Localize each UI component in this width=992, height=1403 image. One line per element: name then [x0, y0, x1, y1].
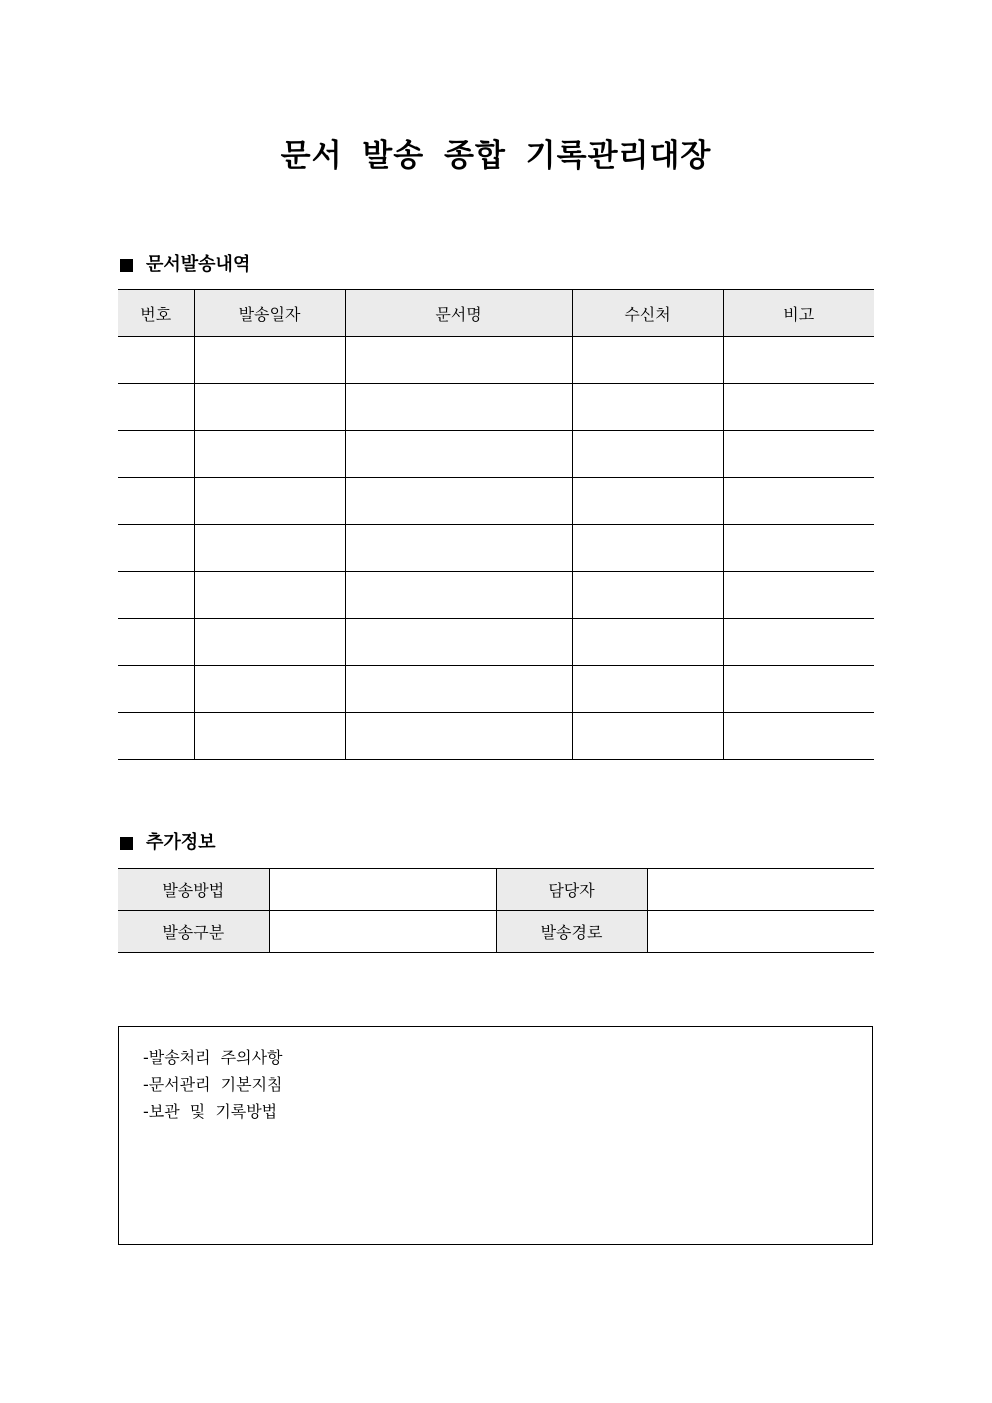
table-cell[interactable]	[118, 384, 194, 431]
table-cell[interactable]	[118, 572, 194, 619]
records-table	[118, 289, 874, 760]
black-square-icon	[120, 259, 133, 272]
person-in-charge-value[interactable]	[647, 869, 874, 911]
table-cell[interactable]	[572, 431, 723, 478]
note-line: -문서관리 기본지침	[143, 1075, 283, 1094]
table-row	[118, 431, 874, 478]
send-method-value[interactable]	[269, 869, 496, 911]
table-cell[interactable]	[723, 619, 874, 666]
table-cell[interactable]	[572, 337, 723, 384]
table-cell[interactable]	[723, 666, 874, 713]
table-cell[interactable]	[118, 431, 194, 478]
table-row	[118, 384, 874, 431]
table-cell[interactable]	[118, 525, 194, 572]
note-line: -발송처리 주의사항	[143, 1048, 283, 1067]
table-cell[interactable]	[194, 713, 345, 760]
table-cell[interactable]	[194, 337, 345, 384]
notes-box[interactable]	[118, 1026, 873, 1245]
table-cell[interactable]	[572, 713, 723, 760]
black-square-icon	[120, 837, 133, 850]
page-title: 문서 발송 종합 기록관리대장	[280, 138, 712, 174]
table-cell[interactable]	[723, 525, 874, 572]
table-cell[interactable]	[345, 478, 572, 525]
note-line: -보관 및 기록방법	[143, 1102, 278, 1121]
section-heading-label: 문서발송내역	[146, 254, 251, 275]
table-cell[interactable]	[345, 572, 572, 619]
section-heading-info	[118, 830, 216, 856]
table-cell[interactable]	[572, 572, 723, 619]
table-cell[interactable]	[118, 619, 194, 666]
table-cell[interactable]	[194, 431, 345, 478]
column-header: 문서명	[345, 290, 572, 337]
table-cell[interactable]	[345, 337, 572, 384]
table-row	[118, 478, 874, 525]
table-cell[interactable]	[194, 572, 345, 619]
table-cell[interactable]	[345, 525, 572, 572]
send-category-value[interactable]	[269, 911, 496, 953]
table-cell[interactable]	[723, 384, 874, 431]
table-cell[interactable]	[572, 384, 723, 431]
column-header: 번호	[118, 290, 194, 337]
table-cell[interactable]	[723, 713, 874, 760]
table-cell[interactable]	[345, 431, 572, 478]
table-row	[118, 572, 874, 619]
column-header: 발송일자	[194, 290, 345, 337]
table-row	[118, 619, 874, 666]
table-cell[interactable]	[194, 619, 345, 666]
table-cell[interactable]	[345, 713, 572, 760]
send-route-label: 발송경로	[496, 911, 647, 953]
table-row	[118, 525, 874, 572]
table-row	[118, 713, 874, 760]
table-row	[118, 337, 874, 384]
table-cell[interactable]	[118, 337, 194, 384]
table-cell[interactable]	[723, 337, 874, 384]
table-cell[interactable]	[194, 525, 345, 572]
info-row	[118, 869, 874, 911]
table-cell[interactable]	[118, 478, 194, 525]
table-cell[interactable]	[194, 666, 345, 713]
info-row	[118, 911, 874, 953]
column-header: 비고	[723, 290, 874, 337]
table-cell[interactable]	[194, 478, 345, 525]
send-route-value[interactable]	[647, 911, 874, 953]
table-cell[interactable]	[572, 478, 723, 525]
table-cell[interactable]	[723, 572, 874, 619]
column-header: 수신처	[572, 290, 723, 337]
table-cell[interactable]	[723, 478, 874, 525]
table-cell[interactable]	[345, 619, 572, 666]
table-cell[interactable]	[572, 525, 723, 572]
table-header-row	[118, 290, 874, 337]
table-cell[interactable]	[345, 666, 572, 713]
table-cell[interactable]	[572, 666, 723, 713]
table-cell[interactable]	[572, 619, 723, 666]
send-category-label: 발송구분	[118, 911, 269, 953]
table-cell[interactable]	[118, 666, 194, 713]
info-table	[118, 868, 874, 953]
table-row	[118, 666, 874, 713]
table-cell[interactable]	[345, 384, 572, 431]
table-cell[interactable]	[723, 431, 874, 478]
section-heading-records	[118, 252, 250, 278]
person-in-charge-label: 담당자	[496, 869, 647, 911]
section-heading-label: 추가정보	[146, 832, 216, 853]
table-cell[interactable]	[194, 384, 345, 431]
send-method-label: 발송방법	[118, 869, 269, 911]
table-cell[interactable]	[118, 713, 194, 760]
